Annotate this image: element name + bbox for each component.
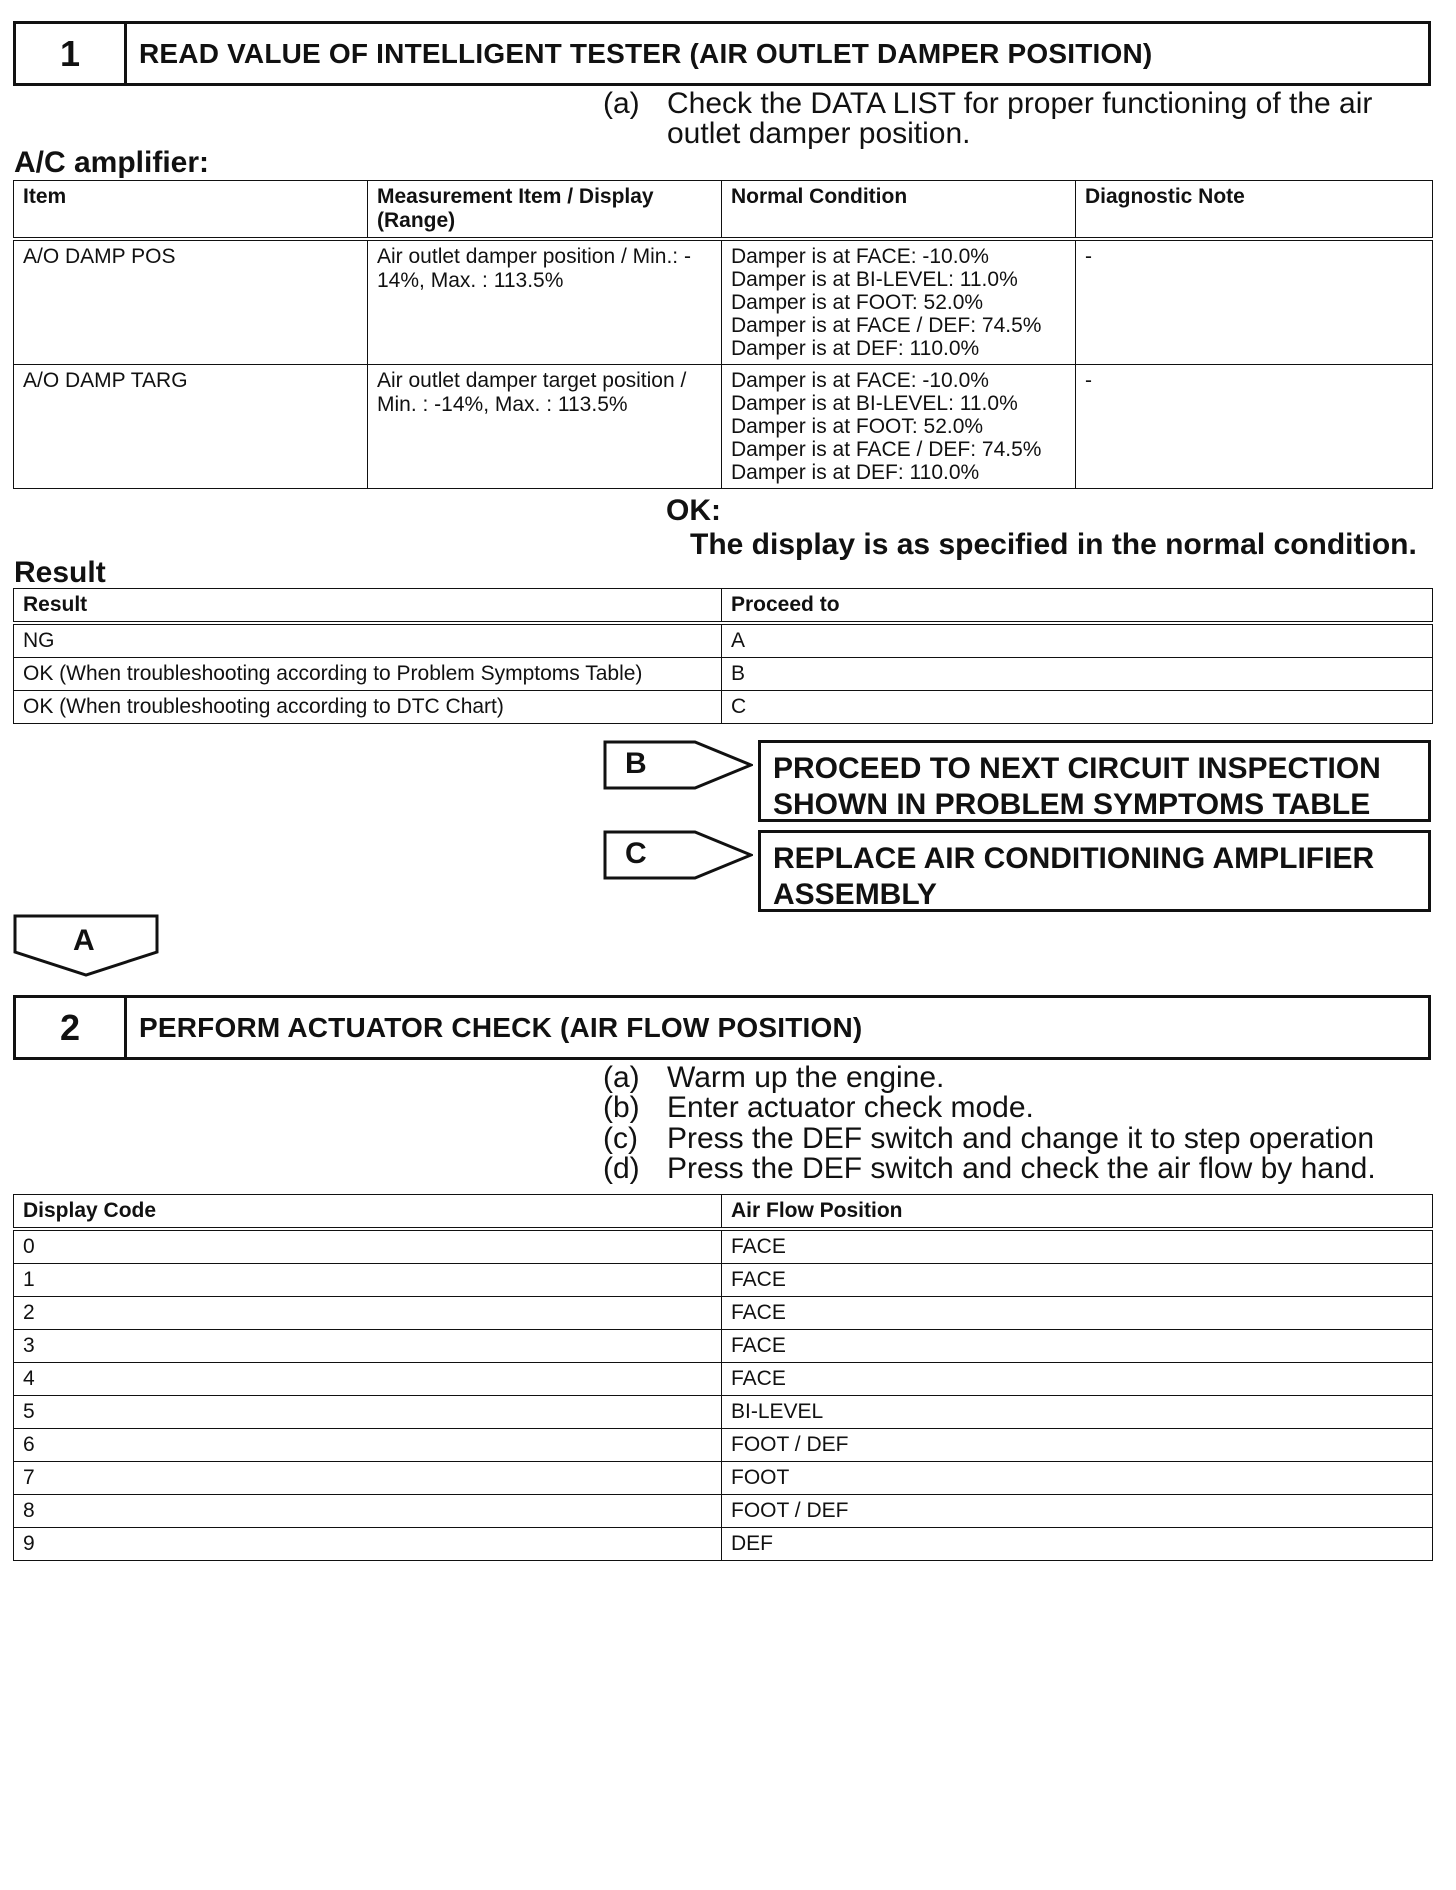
result-cell: OK (When troubleshooting according to Problem Symptoms Table) [14,658,722,691]
table-row [14,1396,1433,1429]
action-line: PROCEED TO NEXT CIRCUIT INSPECTION [773,752,1381,785]
cell-line: Damper is at FACE / DEF: 74.5% [731,314,1042,337]
column-header-proceed-to: Proceed to [722,589,1433,624]
branch-letter: B [625,747,647,780]
step-number: 2 [16,998,127,1057]
header-line: (Range) [377,209,456,232]
cell-line: Damper is at FACE: -10.0% [731,245,989,268]
column-header-measurement [368,181,722,240]
branch-letter: C [625,837,647,870]
proceed-cell: C [722,691,1433,724]
cell-line: Air outlet damper position / Min.: - [377,245,691,268]
cell-line: 14%, Max. : 113.5% [377,269,564,292]
action-line: REPLACE AIR CONDITIONING AMPLIFIER [773,842,1375,875]
table-row [14,1229,1433,1264]
step-number: 1 [16,24,127,83]
instructions-list [603,1060,1423,1185]
item-cell: A/O DAMP POS [14,239,368,365]
branch-c-action [758,830,1431,912]
column-header-item: Item [14,181,368,240]
position-cell: DEF [722,1528,1433,1561]
code-cell: 2 [14,1297,722,1330]
step-1-header [13,21,1431,86]
cell-line: Damper is at BI-LEVEL: 11.0% [731,268,1018,291]
branch-c-arrow [603,830,753,880]
position-cell: FACE [722,1330,1433,1363]
position-cell: BI-LEVEL [722,1396,1433,1429]
table-row [14,239,1433,365]
cell-line: Damper is at FACE: -10.0% [731,369,989,392]
table-row [14,1264,1433,1297]
diagnostic-note-cell: - [1076,239,1433,365]
cell-line: Damper is at FOOT: 52.0% [731,415,984,438]
table-row [14,623,1433,658]
table-row [14,691,1433,724]
result-cell: NG [14,623,722,658]
cell-line: Damper is at BI-LEVEL: 11.0% [731,392,1018,415]
action-line: SHOWN IN PROBLEM SYMPTOMS TABLE [773,788,1371,821]
position-cell: FOOT / DEF [722,1495,1433,1528]
ok-text: The display is as specified in the normal condition. [690,528,1417,561]
instruction-text-cont: outlet damper position. [667,117,971,150]
table-row [14,1495,1433,1528]
continue-letter: A [73,924,95,957]
cell-line: Damper is at FOOT: 52.0% [731,291,984,314]
measurement-cell [368,239,722,365]
code-cell: 1 [14,1264,722,1297]
proceed-cell: A [722,623,1433,658]
table-row [14,1297,1433,1330]
item-cell: A/O DAMP TARG [14,365,368,489]
cell-line: Damper is at DEF: 110.0% [731,461,980,484]
normal-condition-cell [722,365,1076,489]
code-cell: 7 [14,1462,722,1495]
position-cell: FACE [722,1229,1433,1264]
code-cell: 0 [14,1229,722,1264]
position-cell: FOOT / DEF [722,1429,1433,1462]
column-header-result: Result [14,589,722,624]
position-cell: FACE [722,1363,1433,1396]
table-row [14,365,1433,489]
table-row [14,1528,1433,1561]
instruction-label: (d) [603,1152,640,1185]
instruction-a [603,86,1423,166]
cell-line: Damper is at DEF: 110.0% [731,337,980,360]
code-cell: 8 [14,1495,722,1528]
branch-b-action [758,740,1431,822]
column-header-air-flow-position: Air Flow Position [722,1195,1433,1230]
column-header-normal-condition: Normal Condition [722,181,1076,240]
section-title-ac-amplifier: A/C amplifier: [14,146,210,179]
instruction-label: (b) [603,1091,640,1124]
position-cell: FOOT [722,1462,1433,1495]
code-cell: 6 [14,1429,722,1462]
cell-line: Air outlet damper target position / [377,369,687,392]
position-cell: FACE [722,1264,1433,1297]
table-row [14,1363,1433,1396]
cell-line: Damper is at FACE / DEF: 74.5% [731,438,1042,461]
instruction-text: Press the DEF switch and check the air flow by hand. [667,1152,1376,1185]
data-list-table [13,180,1433,489]
code-cell: 9 [14,1528,722,1561]
cell-line: Min. : -14%, Max. : 113.5% [377,393,628,416]
instruction-text: Check the DATA LIST for proper functioning of the air [667,87,1373,120]
normal-condition-cell [722,239,1076,365]
step-title: READ VALUE OF INTELLIGENT TESTER (AIR OUTLET DAMPER POSITION) [139,37,1153,69]
header-line: Measurement Item / Display [377,185,654,208]
instruction-label: (c) [603,1122,638,1155]
table-row [14,658,1433,691]
instruction-label: (a) [603,1061,640,1094]
ok-label: OK: [666,494,721,527]
instruction-label: (a) [603,87,640,120]
result-table [13,588,1433,724]
action-line: ASSEMBLY [773,878,937,911]
instruction-text: Press the DEF switch and change it to step operation [667,1122,1375,1155]
instruction-text: Warm up the engine. [667,1061,945,1094]
result-cell: OK (When troubleshooting according to DTC Chart) [14,691,722,724]
step-2-header [13,995,1431,1060]
continue-a-arrow [13,914,159,978]
diagnostic-note-cell: - [1076,365,1433,489]
code-cell: 3 [14,1330,722,1363]
table-row [14,1330,1433,1363]
display-code-table [13,1194,1433,1561]
instruction-text: Enter actuator check mode. [667,1091,1034,1124]
branch-b-arrow [603,740,753,790]
table-row [14,1429,1433,1462]
code-cell: 4 [14,1363,722,1396]
position-cell: FACE [722,1297,1433,1330]
column-header-diagnostic-note: Diagnostic Note [1076,181,1433,240]
column-header-display-code: Display Code [14,1195,722,1230]
table-row [14,1462,1433,1495]
measurement-cell [368,365,722,489]
step-title: PERFORM ACTUATOR CHECK (AIR FLOW POSITION) [139,1011,863,1043]
proceed-cell: B [722,658,1433,691]
code-cell: 5 [14,1396,722,1429]
result-title: Result [14,556,106,589]
